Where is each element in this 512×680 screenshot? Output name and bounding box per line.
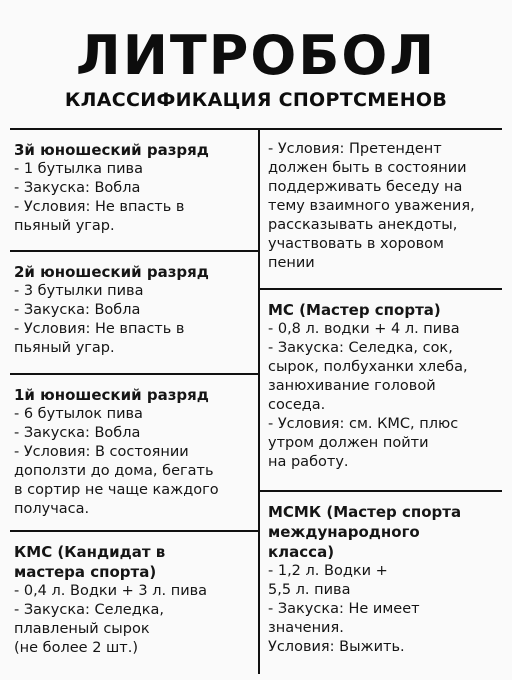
rank-line: пьяный угар. xyxy=(14,218,115,234)
rank-line: поддерживать беседу на xyxy=(268,179,463,195)
rank-cell-msmk xyxy=(268,502,500,657)
rank-line: плавленый сырок xyxy=(14,621,150,637)
rank-line: - 6 бутылок пива xyxy=(14,406,143,422)
rank-heading: 2й юношеский разряд xyxy=(14,263,209,281)
rank-heading: класса) xyxy=(268,543,335,561)
rank-heading: 1й юношеский разряд xyxy=(14,386,209,404)
row-divider xyxy=(10,373,258,375)
rank-heading: международного xyxy=(268,523,420,541)
rank-line: участвовать в хоровом xyxy=(268,236,444,252)
rank-line: - 1 бутылка пива xyxy=(14,161,143,177)
rank-cell-3-youth xyxy=(14,140,254,236)
rank-line: на работу. xyxy=(268,454,349,470)
rank-line: - Условия: Не впасть в xyxy=(14,199,185,215)
rank-line: в сортир не чаще каждого xyxy=(14,482,219,498)
rank-heading: 3й юношеский разряд xyxy=(14,141,209,159)
classification-table xyxy=(10,128,502,674)
rank-line: - Условия: см. КМС, плюс xyxy=(268,416,459,432)
rank-line: рассказывать анекдоты, xyxy=(268,217,458,233)
rank-line: занюхивание головой xyxy=(268,378,436,394)
row-divider xyxy=(260,490,502,492)
poster-title: ЛИТРОБОЛ xyxy=(75,24,437,87)
row-divider xyxy=(260,288,502,290)
rank-line: тему взаимного уважения, xyxy=(268,198,475,214)
rank-line: - Условия: Не впасть в xyxy=(14,321,185,337)
column-divider xyxy=(258,128,260,674)
rank-line: значения. xyxy=(268,620,344,636)
kms-conditions-cell xyxy=(268,140,500,273)
rank-line: - Закуска: Селедка, сок, xyxy=(268,340,453,356)
rank-line: - 0,8 л. водки + 4 л. пива xyxy=(268,321,460,337)
rank-line: должен быть в состоянии xyxy=(268,160,467,176)
rank-line: - 1,2 л. Водки + xyxy=(268,563,388,579)
rank-line: - Условия: Претендент xyxy=(268,141,442,157)
rank-cell-kms xyxy=(14,542,254,658)
rank-line: сырок, полбуханки хлеба, xyxy=(268,359,468,375)
rank-cell-2-youth xyxy=(14,262,254,358)
table-top-border xyxy=(10,128,502,130)
rank-line: пении xyxy=(268,255,315,271)
row-divider xyxy=(10,250,258,252)
rank-cell-1-youth xyxy=(14,385,254,519)
rank-cell-ms xyxy=(268,300,500,472)
rank-line: доползти до дома, бегать xyxy=(14,463,214,479)
rank-line: - Закуска: Селедка, xyxy=(14,602,164,618)
rank-line: (не более 2 шт.) xyxy=(14,640,139,656)
rank-line: - 3 бутылки пива xyxy=(14,283,144,299)
rank-line: - Условия: В состоянии xyxy=(14,444,189,460)
rank-line: получаса. xyxy=(14,501,90,517)
rank-line: Условия: Выжить. xyxy=(268,639,405,655)
rank-line: утром должен пойти xyxy=(268,435,429,451)
rank-line: 5,5 л. пива xyxy=(268,582,351,598)
rank-heading: КМС (Кандидат в xyxy=(14,543,166,561)
rank-line: - Закуска: Вобла xyxy=(14,180,141,196)
row-divider xyxy=(10,530,258,532)
rank-line: - Закуска: Вобла xyxy=(14,302,141,318)
rank-heading: МС (Мастер спорта) xyxy=(268,301,441,319)
poster-subtitle: КЛАССИФИКАЦИЯ СПОРТСМЕНОВ xyxy=(64,89,448,111)
rank-line: - Закуска: Вобла xyxy=(14,425,141,441)
rank-heading: мастера спорта) xyxy=(14,563,157,581)
rank-line: пьяный угар. xyxy=(14,340,115,356)
rank-line: - 0,4 л. Водки + 3 л. пива xyxy=(14,583,208,599)
rank-heading: МСМК (Мастер спорта xyxy=(268,503,462,521)
rank-line: соседа. xyxy=(268,397,326,413)
rank-line: - Закуска: Не имеет xyxy=(268,601,420,617)
